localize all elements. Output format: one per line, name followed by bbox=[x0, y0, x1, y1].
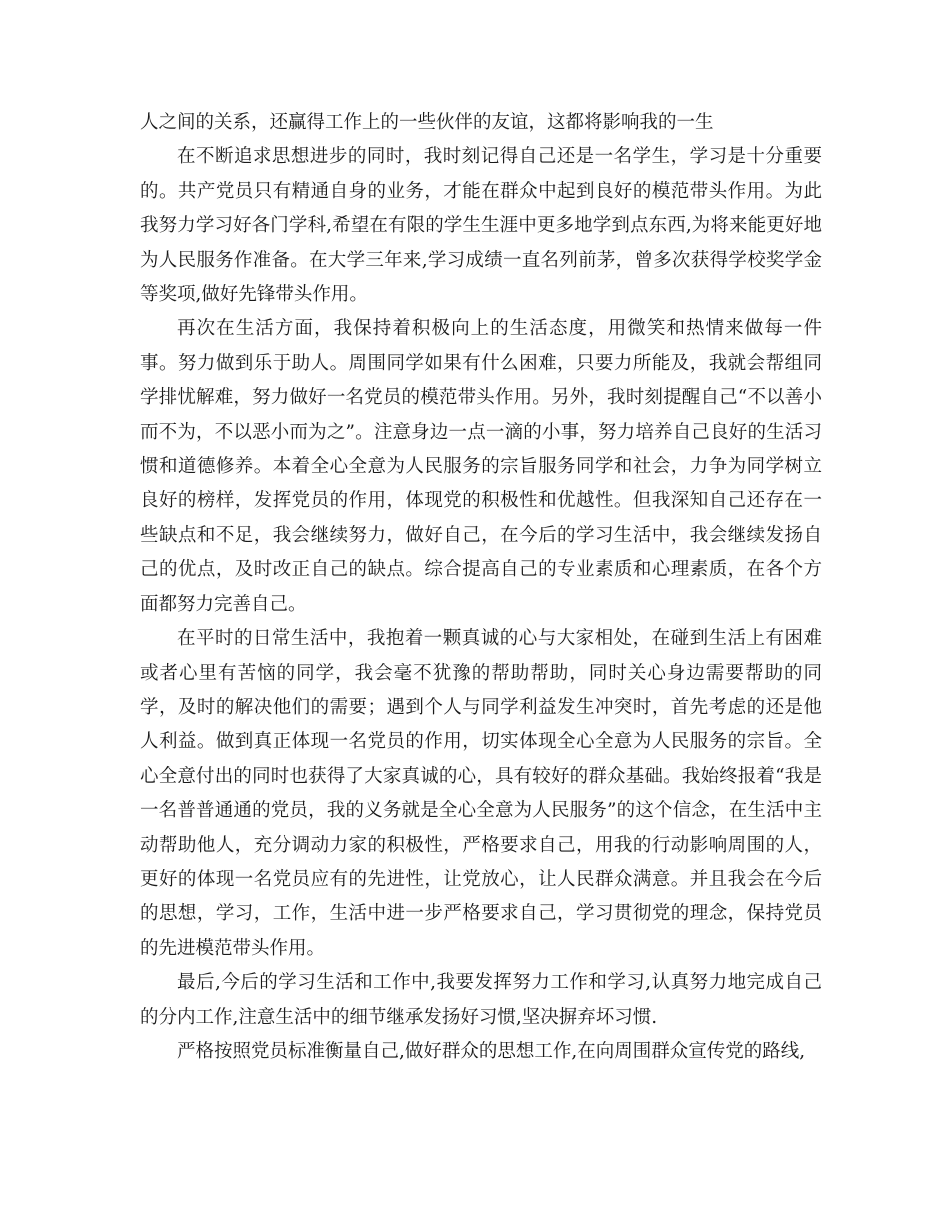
paragraph-continued: 人之间的关系，还赢得工作上的一些伙伴的友谊，这都将影响我的一生 bbox=[140, 112, 714, 133]
document-body bbox=[140, 106, 822, 1069]
paragraph-daily-life: 在平时的日常生活中，我抱着一颗真诚的心与大家相处，在碰到生活上有困难或者心里有苦恼的同学，我会毫不犹豫的帮助帮助，同时关心身边需要帮助的同学，及时的解决他们的需要；遇到个人与同学利益发生冲突时，首先考虑的还是他人利益。做到真正体现一名党员的作用，切实体现全心全意为人民服务的宗旨。全心全意付出的同时也获得了大家真诚的心，具有较好的群众基础。我始终报着“我是一名普普通通的党员，我的义务就是全心全意为人民服务”的这个信念，在生活中主动帮助他人，充分调动力家的积极性，严格要求自己，用我的行动影响周围的人，更好的体现一名党员应有的先进性，让党放心，让人民群众满意。并且我会在今后的思想，学习，工作，生活中进一步严格要求自己，学习贯彻党的理念，保持党员的先进模范带头作用。 bbox=[140, 628, 822, 959]
paragraph-study: 在不断追求思想进步的同时，我时刻记得自己还是一名学生，学习是十分重要的。共产党员只有精通自身的业务，才能在群众中起到良好的模范带头作用。为此我努力学习好各门学科,希望在有限的学生生涯中更多地学到点东西,为将来能更好地为人民服务作准备。在大学三年来,学习成绩一直名列前茅，曾多次获得学校奖学金等奖项,做好先锋带头作用。 bbox=[140, 146, 822, 306]
paragraph-finally: 最后,今后的学习生活和工作中,我要发挥努力工作和学习,认真努力地完成自己的分内工作,注意生活中的细节继承发扬好习惯,坚决摒弃坏习惯. bbox=[140, 972, 822, 1028]
paragraph-party-standard: 严格按照党员标准衡量自己,做好群众的思想工作,在向周围群众宣传党的路线, bbox=[177, 1040, 806, 1062]
paragraph-life-attitude: 再次在生活方面，我保持着积极向上的生活态度，用微笑和热情来做每一件事。努力做到乐于助人。周围同学如果有什么困难，只要力所能及，我就会帮组同学排忧解难，努力做好一名党员的模范带头作用。另外，我时刻提醒自己“不以善小而不为，不以恶小而为之”。注意身边一点一滴的小事，努力培养自己良好的生活习惯和道德修养。本着全心全意为人民服务的宗旨服务同学和社会，力争为同学树立良好的榜样，发挥党员的作用，体现党的积极性和优越性。但我深知自己还存在一些缺点和不足，我会继续努力，做好自己，在今后的学习生活中，我会继续发扬自己的优点，及时改正自己的缺点。综合提高自己的专业素质和心理素质，在各个方面都努力完善自己。 bbox=[140, 318, 822, 615]
